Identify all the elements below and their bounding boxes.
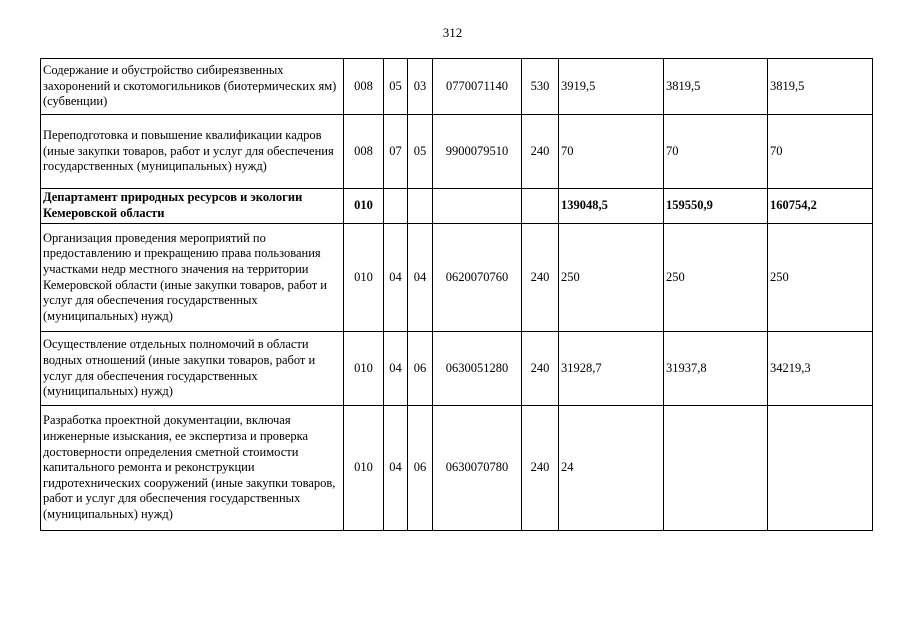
cell-ministry: 010 <box>344 224 384 332</box>
cell-target: 9900079510 <box>433 115 522 189</box>
cell-subsection: 06 <box>408 406 433 531</box>
table-row <box>41 115 873 189</box>
cell-ministry: 008 <box>344 59 384 115</box>
cell-vr: 530 <box>522 59 559 115</box>
cell-ministry: 010 <box>344 332 384 406</box>
cell-ministry: 010 <box>344 406 384 531</box>
cell-target: 0620070760 <box>433 224 522 332</box>
cell-name: Организация проведения мероприятий по предоставлению и прекращению права пользования участками недр местного значения на территории Кемеровской области (иные закупки товаров, работ и услуг для обеспечения государственных (муниципальных) нужд) <box>41 224 344 332</box>
cell-vr <box>522 189 559 224</box>
cell-section: 04 <box>384 224 408 332</box>
cell-vr: 240 <box>522 332 559 406</box>
cell-year1: 250 <box>559 224 664 332</box>
cell-vr: 240 <box>522 406 559 531</box>
cell-year1: 139048,5 <box>559 189 664 224</box>
cell-ministry: 010 <box>344 189 384 224</box>
cell-target: 0630070780 <box>433 406 522 531</box>
cell-year2: 3819,5 <box>664 59 768 115</box>
cell-year2: 159550,9 <box>664 189 768 224</box>
cell-year2: 250 <box>664 224 768 332</box>
cell-year3: 34219,3 <box>768 332 873 406</box>
cell-year3: 70 <box>768 115 873 189</box>
table-row <box>41 224 873 332</box>
cell-year1: 3919,5 <box>559 59 664 115</box>
cell-year1: 24 <box>559 406 664 531</box>
cell-subsection: 04 <box>408 224 433 332</box>
cell-year2: 31937,8 <box>664 332 768 406</box>
cell-ministry: 008 <box>344 115 384 189</box>
budget-table <box>40 58 873 531</box>
cell-subsection: 05 <box>408 115 433 189</box>
cell-target: 0630051280 <box>433 332 522 406</box>
cell-subsection <box>408 189 433 224</box>
table-row <box>41 406 873 531</box>
cell-year2: 70 <box>664 115 768 189</box>
cell-year1: 31928,7 <box>559 332 664 406</box>
cell-year1: 70 <box>559 115 664 189</box>
cell-name: Департамент природных ресурсов и экологии Кемеровской области <box>41 189 344 224</box>
cell-name: Разработка проектной документации, включая инженерные изыскания, ее экспертиза и проверка достоверности определения сметной стоимости капитального ремонта и реконструкции гидротехнических сооружений (иные закупки товаров, работ и услуг для обеспечения государственных (муниципальных) нужд) <box>41 406 344 531</box>
table-row <box>41 59 873 115</box>
cell-year3: 250 <box>768 224 873 332</box>
cell-section: 05 <box>384 59 408 115</box>
cell-name: Содержание и обустройство сибиреязвенных захоронений и скотомогильников (биотермических ям) (субвенции) <box>41 59 344 115</box>
cell-subsection: 03 <box>408 59 433 115</box>
cell-section: 07 <box>384 115 408 189</box>
cell-vr: 240 <box>522 224 559 332</box>
cell-name: Осуществление отдельных полномочий в области водных отношений (иные закупки товаров, работ и услуг для обеспечения государственных (муниципальных) нужд) <box>41 332 344 406</box>
cell-year3: 3819,5 <box>768 59 873 115</box>
cell-year2 <box>664 406 768 531</box>
table-body <box>41 59 873 531</box>
cell-target <box>433 189 522 224</box>
table-row <box>41 189 873 224</box>
cell-year3: 160754,2 <box>768 189 873 224</box>
cell-section: 04 <box>384 406 408 531</box>
cell-name: Переподготовка и повышение квалификации кадров (иные закупки товаров, работ и услуг для обеспечения государственных (муниципальных) нужд) <box>41 115 344 189</box>
cell-vr: 240 <box>522 115 559 189</box>
cell-section: 04 <box>384 332 408 406</box>
table-row <box>41 332 873 406</box>
cell-target: 0770071140 <box>433 59 522 115</box>
cell-subsection: 06 <box>408 332 433 406</box>
cell-year3 <box>768 406 873 531</box>
cell-section <box>384 189 408 224</box>
page-number: 312 <box>442 25 463 40</box>
